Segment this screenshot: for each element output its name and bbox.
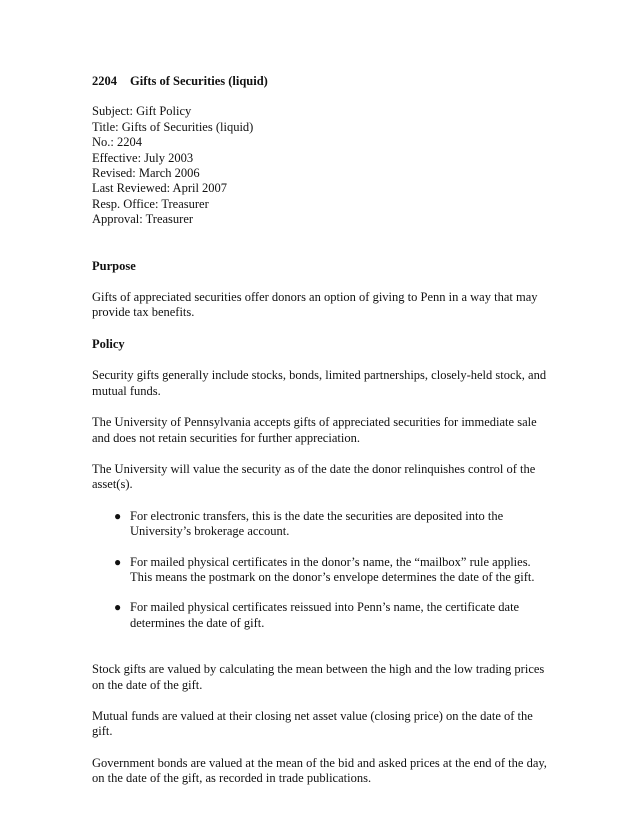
meta-last-reviewed: Last Reviewed: April 2007 bbox=[92, 181, 228, 196]
document-title bbox=[92, 74, 552, 89]
bullet-icon: ● bbox=[114, 554, 122, 569]
metadata-block bbox=[92, 104, 552, 227]
bullet-icon: ● bbox=[114, 600, 122, 615]
list-item: ● For mailed physical certificates in the donor’s name, the “mailbox” rule applies. This means the postmark on the donor’s envelope determines the date of the gift. bbox=[114, 554, 535, 584]
policy-heading: Policy bbox=[92, 336, 125, 351]
valuation-paragraph: Stock gifts are valued by calculating the mean between the high and the low trading prices on the date of the gift. bbox=[92, 662, 545, 692]
list-item: ● For electronic transfers, this is the date the securities are deposited into the University’s brokerage account. bbox=[114, 508, 504, 539]
policy-paragraph: The University of Pennsylvania accepts gifts of appreciated securities for immediate sale and does not retain securities for further appreciation. bbox=[92, 415, 537, 445]
list-item: ● For mailed physical certificates reissued into Penn’s name, the certificate date determines the date of gift. bbox=[114, 600, 520, 630]
meta-resp-office: Resp. Office: Treasurer bbox=[92, 196, 209, 211]
policy-paragraph: The University will value the security as of the date the donor relinquishes control of the asset(s). bbox=[92, 461, 536, 492]
policy-paragraph: Security gifts generally include stocks, bonds, limited partnerships, closely-held stock, and mutual funds. bbox=[92, 368, 547, 398]
policy-number: 2204 bbox=[92, 74, 117, 88]
document-page bbox=[92, 74, 552, 787]
meta-approval: Approval: Treasurer bbox=[92, 212, 194, 227]
purpose-heading: Purpose bbox=[92, 258, 136, 273]
meta-subject: Subject: Gift Policy bbox=[92, 104, 192, 119]
meta-title: Title: Gifts of Securities (liquid) bbox=[92, 119, 254, 134]
valuation-date-list bbox=[92, 509, 552, 631]
meta-revised: Revised: March 2006 bbox=[92, 166, 200, 181]
meta-effective: Effective: July 2003 bbox=[92, 150, 194, 165]
valuation-paragraph: Mutual funds are valued at their closing net asset value (closing price) on the date of the gift. bbox=[92, 708, 533, 739]
valuation-paragraph: Government bonds are valued at the mean of the bid and asked prices at the end of the day, on the date of the gift, as recorded in trade publications. bbox=[92, 755, 547, 786]
bullet-icon: ● bbox=[114, 508, 122, 523]
purpose-text: Gifts of appreciated securities offer donors an option of giving to Penn in a way that may provide tax benefits. bbox=[92, 290, 538, 320]
meta-number: No.: 2204 bbox=[92, 135, 142, 150]
policy-title: Gifts of Securities (liquid) bbox=[130, 74, 268, 88]
